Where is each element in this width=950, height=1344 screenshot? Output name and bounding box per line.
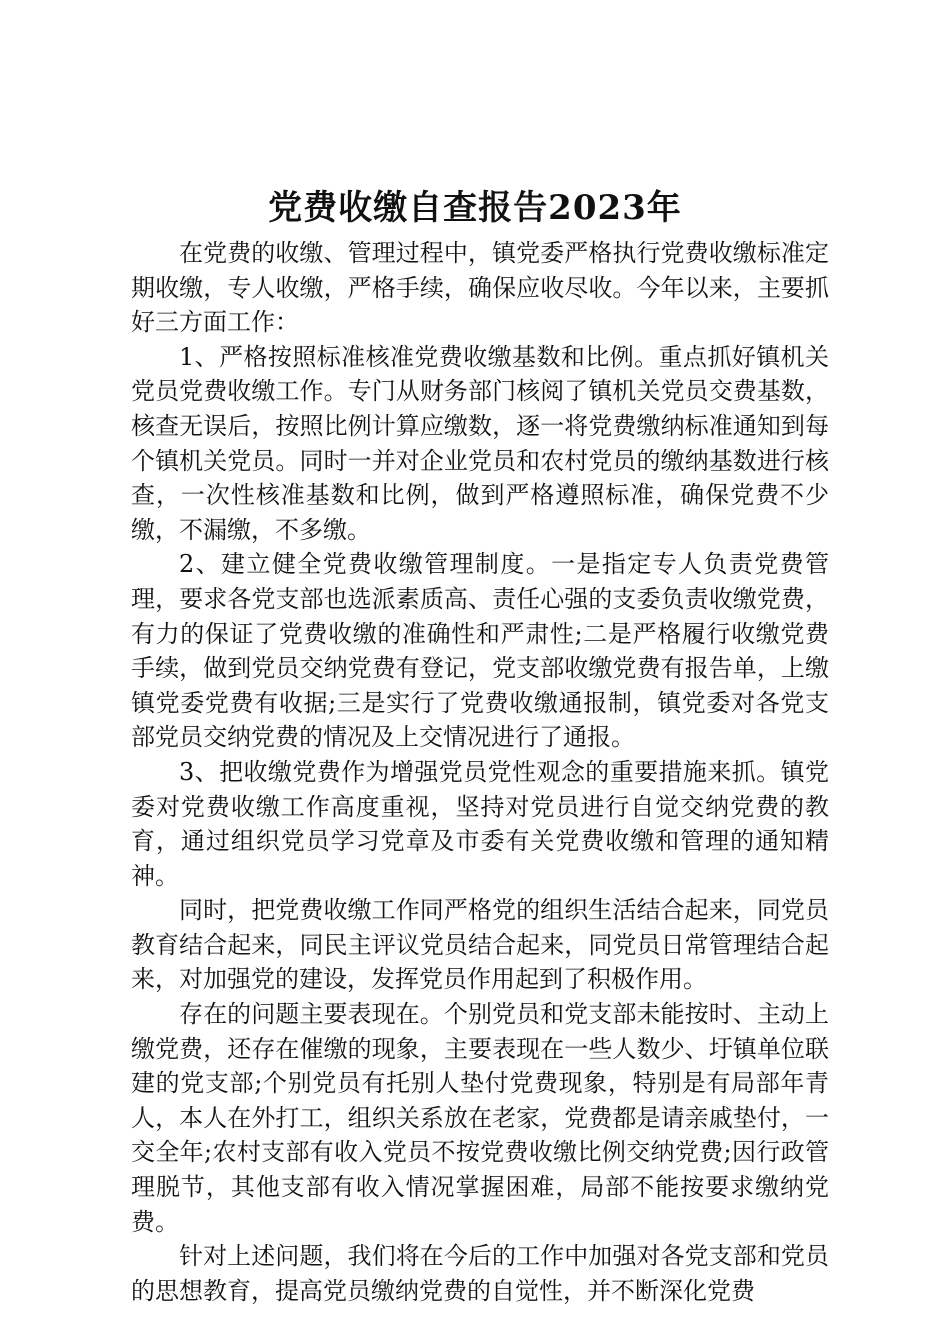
paragraph-intro: 在党费的收缴、管理过程中，镇党委严格执行党费收缴标准定期收缴，专人收缴，严格手续，确保应收尽收。今年以来，主要抓好三方面工作： [131,239,829,337]
paragraph-item-2: 2、建立健全党费收缴管理制度。一是指定专人负责党费管理，要求各党支部也选派素质高、责任心强的支委负责收缴党费，有力的保证了党费收缴的准确性和严肃性;二是严格履行收缴党费手续，做到党员交纳党费有登记，党支部收缴党费有报告单，上缴镇党委党费有收据;三是实行了党费收缴通报制，镇党委对各党支部党员交纳党费的情况及上交情况进行了通报。 [131,550,829,752]
paragraph-item-3: 3、把收缴党费作为增强党员党性观念的重要措施来抓。镇党委对党费收缴工作高度重视，坚持对党员进行自觉交纳党费的教育，通过组织党员学习党章及市委有关党费收缴和管理的通知精神。 [131,757,829,890]
paragraph-problems: 存在的问题主要表现在。个别党员和党支部未能按时、主动上缴党费，还存在催缴的现象，主要表现在一些人数少、圩镇单位联建的党支部;个别党员有托别人垫付党费现象，特别是有局部年青人，本人在外打工，组织关系放在老家，党费都是请亲戚垫付，一交全年;农村支部有收入党员不按党费收缴比例交纳党费;因行政管理脱节，其他支部有收入情况掌握困难，局部不能按要求缴纳党费。 [131,1000,829,1236]
document-title: 党费收缴自查报告2023年 [268,188,682,228]
document-body [131,236,829,1308]
paragraph-item-1: 1、严格按照标准核准党费收缴基数和比例。重点抓好镇机关党员党费收缴工作。专门从财务部门核阅了镇机关党员交费基数，核查无误后，按照比例计算应缴数，逐一将党费缴纳标准通知到每个镇机关党员。同时一并对企业党员和农村党员的缴纳基数进行核查，一次性核准基数和比例，做到严格遵照标准，确保党费不少缴，不漏缴，不多缴。 [131,342,829,544]
paragraph-meanwhile: 同时，把党费收缴工作同严格党的组织生活结合起来，同党员教育结合起来，同民主评议党员结合起来，同党员日常管理结合起来，对加强党的建设，发挥党员作用起到了积极作用。 [131,896,829,994]
paragraph-measures: 针对上述问题，我们将在今后的工作中加强对各党支部和党员的思想教育，提高党员缴纳党费的自觉性，并不断深化党费 [131,1242,829,1305]
